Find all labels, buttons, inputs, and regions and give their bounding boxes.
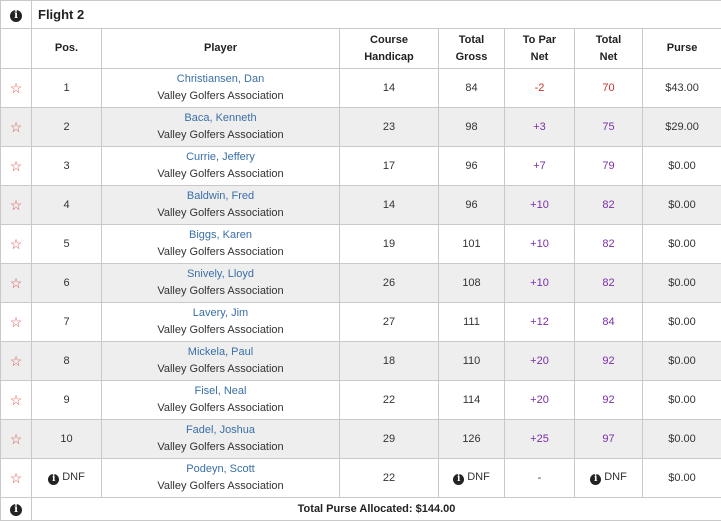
pos-value: 9 — [63, 394, 69, 406]
gross-cell — [439, 420, 505, 459]
purse-column-header: Purse — [643, 29, 721, 69]
net-value: 97 — [602, 433, 614, 445]
pos-column-header: Pos. — [32, 29, 102, 69]
gross-value: 110 — [463, 355, 481, 367]
pos-value: 5 — [63, 238, 69, 250]
gross-cell — [439, 108, 505, 147]
star-outline-icon: ☆ — [10, 275, 23, 291]
pos-cell — [32, 459, 102, 498]
table-row — [1, 420, 721, 459]
handicap-cell: 23 — [340, 108, 439, 147]
handicap-cell: 22 — [340, 459, 439, 498]
pos-value: 1 — [63, 82, 69, 94]
net-value: 82 — [602, 199, 614, 211]
footer-row — [1, 498, 721, 521]
pos-cell — [32, 342, 102, 381]
info-icon[interactable]: i — [48, 474, 59, 485]
player-cell — [102, 342, 340, 381]
star-outline-icon: ☆ — [10, 353, 23, 369]
purse-cell: $0.00 — [643, 186, 721, 225]
pos-value: 2 — [63, 121, 69, 133]
net-cell — [575, 420, 643, 459]
player-club: Valley Golfers Association — [102, 400, 339, 417]
handicap-header-line2: Handicap — [364, 51, 414, 63]
player-column-header: Player — [102, 29, 340, 69]
favorite-toggle[interactable] — [1, 69, 32, 108]
gross-cell — [439, 225, 505, 264]
star-outline-icon: ☆ — [10, 80, 23, 96]
table-row — [1, 225, 721, 264]
table-row — [1, 303, 721, 342]
net-column-header — [575, 29, 643, 69]
topar-cell: +20 — [505, 342, 575, 381]
net-cell — [575, 303, 643, 342]
net-cell — [575, 459, 643, 498]
gross-value: 108 — [462, 277, 480, 289]
pos-cell — [32, 303, 102, 342]
net-value: 92 — [602, 355, 614, 367]
info-icon: i — [10, 504, 22, 516]
gross-cell — [439, 69, 505, 108]
table-row — [1, 381, 721, 420]
gross-value: 98 — [465, 121, 477, 133]
player-name-link[interactable]: Lavery, Jim — [102, 305, 339, 322]
player-name-link[interactable]: Baldwin, Fred — [102, 188, 339, 205]
table-row — [1, 69, 721, 108]
pos-value: 6 — [63, 277, 69, 289]
pos-value: 10 — [60, 433, 72, 445]
net-header-line2: Net — [600, 51, 618, 63]
table-row — [1, 459, 721, 498]
star-outline-icon: ☆ — [10, 197, 23, 213]
topar-cell: +10 — [505, 225, 575, 264]
handicap-column-header — [340, 29, 439, 69]
favorite-toggle[interactable] — [1, 108, 32, 147]
purse-cell: $0.00 — [643, 225, 721, 264]
player-name-link[interactable]: Christiansen, Dan — [102, 71, 339, 88]
purse-cell: $0.00 — [643, 264, 721, 303]
gross-value: 84 — [465, 82, 477, 94]
pos-value: 7 — [63, 316, 69, 328]
pos-value: 8 — [63, 355, 69, 367]
pos-value: DNF — [62, 471, 85, 483]
player-name-link[interactable]: Currie, Jeffery — [102, 149, 339, 166]
gross-value: DNF — [467, 471, 490, 483]
handicap-cell: 18 — [340, 342, 439, 381]
handicap-cell: 14 — [340, 186, 439, 225]
favorite-toggle[interactable] — [1, 420, 32, 459]
pos-cell — [32, 225, 102, 264]
player-club: Valley Golfers Association — [102, 244, 339, 261]
purse-cell: $0.00 — [643, 420, 721, 459]
star-outline-icon: ☆ — [10, 158, 23, 174]
player-cell — [102, 186, 340, 225]
player-cell — [102, 108, 340, 147]
player-name-link[interactable]: Mickela, Paul — [102, 344, 339, 361]
star-outline-icon: ☆ — [10, 314, 23, 330]
info-icon[interactable]: i — [590, 474, 601, 485]
handicap-cell: 19 — [340, 225, 439, 264]
player-cell — [102, 264, 340, 303]
favorite-toggle[interactable] — [1, 303, 32, 342]
pos-cell — [32, 264, 102, 303]
player-club: Valley Golfers Association — [102, 439, 339, 456]
player-cell — [102, 147, 340, 186]
net-cell — [575, 381, 643, 420]
table-row — [1, 108, 721, 147]
handicap-header-line1: Course — [370, 34, 408, 46]
gross-header-line1: Total — [459, 34, 484, 46]
player-cell — [102, 225, 340, 264]
table-row — [1, 147, 721, 186]
topar-cell: +7 — [505, 147, 575, 186]
player-name-link[interactable]: Biggs, Karen — [102, 227, 339, 244]
net-header-line1: Total — [596, 34, 621, 46]
purse-cell: $43.00 — [643, 69, 721, 108]
purse-cell: $0.00 — [643, 303, 721, 342]
topar-cell: -2 — [505, 69, 575, 108]
topar-cell: - — [505, 459, 575, 498]
favorite-toggle[interactable] — [1, 225, 32, 264]
gross-cell — [439, 381, 505, 420]
table-row — [1, 342, 721, 381]
topar-cell: +10 — [505, 264, 575, 303]
footer-info-button[interactable] — [1, 498, 32, 521]
gross-value: 101 — [462, 238, 480, 250]
player-cell — [102, 459, 340, 498]
pos-cell — [32, 108, 102, 147]
player-club: Valley Golfers Association — [102, 322, 339, 339]
gross-column-header — [439, 29, 505, 69]
player-club: Valley Golfers Association — [102, 361, 339, 378]
pos-cell — [32, 147, 102, 186]
handicap-cell: 17 — [340, 147, 439, 186]
gross-cell — [439, 303, 505, 342]
gross-cell — [439, 147, 505, 186]
pos-cell — [32, 381, 102, 420]
net-value: 82 — [602, 238, 614, 250]
player-club: Valley Golfers Association — [102, 88, 339, 105]
gross-value: 114 — [463, 394, 481, 406]
column-header-row — [1, 29, 721, 69]
flight-info-button[interactable] — [1, 1, 32, 29]
purse-cell: $0.00 — [643, 147, 721, 186]
net-value: 75 — [602, 121, 614, 133]
handicap-cell: 14 — [340, 69, 439, 108]
favorite-column-header — [1, 29, 32, 69]
favorite-toggle[interactable] — [1, 264, 32, 303]
handicap-cell: 27 — [340, 303, 439, 342]
net-cell — [575, 342, 643, 381]
favorite-toggle[interactable] — [1, 342, 32, 381]
gross-cell — [439, 186, 505, 225]
handicap-cell: 22 — [340, 381, 439, 420]
topar-cell: +20 — [505, 381, 575, 420]
star-outline-icon: ☆ — [10, 236, 23, 252]
player-club: Valley Golfers Association — [102, 205, 339, 222]
purse-cell: $29.00 — [643, 108, 721, 147]
topar-cell: +25 — [505, 420, 575, 459]
player-name-link[interactable]: Fadel, Joshua — [102, 422, 339, 439]
player-name-link[interactable]: Fisel, Neal — [102, 383, 339, 400]
player-name-link[interactable]: Snively, Lloyd — [102, 266, 339, 283]
net-value: DNF — [604, 471, 627, 483]
info-icon[interactable]: i — [453, 474, 464, 485]
pos-cell — [32, 69, 102, 108]
net-value: 79 — [602, 160, 614, 172]
player-club: Valley Golfers Association — [102, 283, 339, 300]
net-value: 84 — [602, 316, 614, 328]
topar-cell: +12 — [505, 303, 575, 342]
gross-value: 126 — [462, 433, 480, 445]
total-purse-allocated: Total Purse Allocated: $144.00 — [32, 498, 721, 521]
net-cell — [575, 108, 643, 147]
pos-value: 3 — [63, 160, 69, 172]
flight-title: Flight 2 — [32, 1, 721, 29]
topar-cell: +3 — [505, 108, 575, 147]
gross-cell — [439, 459, 505, 498]
gross-value: 96 — [465, 160, 477, 172]
table-row — [1, 186, 721, 225]
topar-header-line1: To Par — [523, 34, 556, 46]
favorite-toggle[interactable] — [1, 459, 32, 498]
player-club: Valley Golfers Association — [102, 127, 339, 144]
pos-cell — [32, 186, 102, 225]
gross-value: 111 — [463, 316, 480, 328]
info-icon: i — [10, 10, 22, 22]
star-outline-icon: ☆ — [10, 119, 23, 135]
player-name-link[interactable]: Baca, Kenneth — [102, 110, 339, 127]
purse-cell: $0.00 — [643, 342, 721, 381]
star-outline-icon: ☆ — [10, 392, 23, 408]
player-cell — [102, 303, 340, 342]
pos-value: 4 — [63, 199, 69, 211]
topar-cell: +10 — [505, 186, 575, 225]
star-outline-icon: ☆ — [10, 470, 23, 486]
player-cell — [102, 381, 340, 420]
player-club: Valley Golfers Association — [102, 166, 339, 183]
player-club: Valley Golfers Association — [102, 478, 339, 495]
player-cell — [102, 69, 340, 108]
favorite-toggle[interactable] — [1, 186, 32, 225]
topar-header-line2: Net — [531, 51, 549, 63]
table-row — [1, 264, 721, 303]
handicap-cell: 26 — [340, 264, 439, 303]
favorite-toggle[interactable] — [1, 381, 32, 420]
favorite-toggle[interactable] — [1, 147, 32, 186]
handicap-cell: 29 — [340, 420, 439, 459]
purse-cell: $0.00 — [643, 459, 721, 498]
net-cell — [575, 69, 643, 108]
net-cell — [575, 225, 643, 264]
flight-title-row — [1, 1, 721, 29]
net-cell — [575, 147, 643, 186]
purse-cell: $0.00 — [643, 381, 721, 420]
net-cell — [575, 264, 643, 303]
net-value: 70 — [602, 82, 614, 94]
player-name-link[interactable]: Podeyn, Scott — [102, 461, 339, 478]
pos-cell — [32, 420, 102, 459]
star-outline-icon: ☆ — [10, 431, 23, 447]
net-value: 82 — [602, 277, 614, 289]
gross-header-line2: Gross — [456, 51, 488, 63]
gross-cell — [439, 342, 505, 381]
player-cell — [102, 420, 340, 459]
net-value: 92 — [602, 394, 614, 406]
net-cell — [575, 186, 643, 225]
gross-value: 96 — [465, 199, 477, 211]
gross-cell — [439, 264, 505, 303]
topar-column-header — [505, 29, 575, 69]
